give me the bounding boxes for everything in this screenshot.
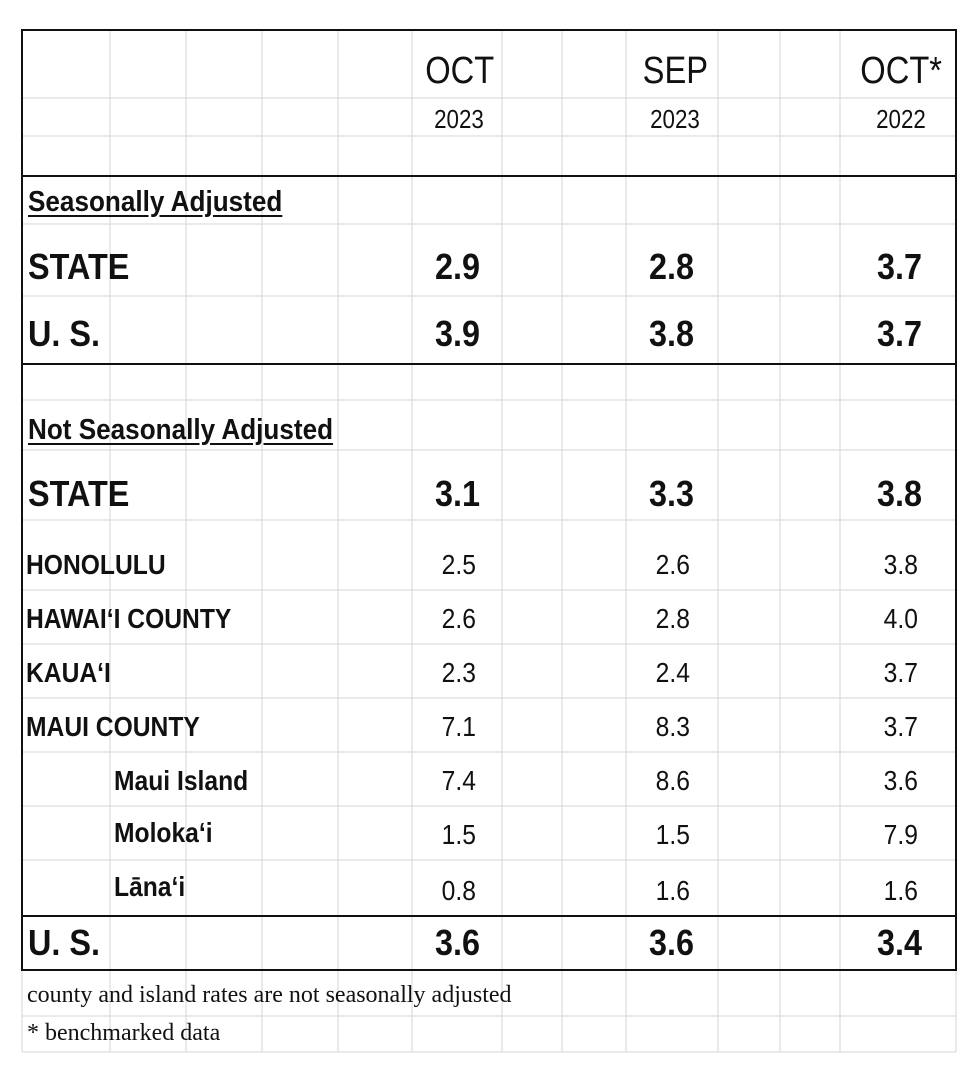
- cell-kauai-oct-2023: 2.3: [441, 657, 476, 688]
- cell-us-nsa-oct-2022: 3.4: [876, 922, 922, 963]
- section-heading-seasonally-adjusted: Seasonally Adjusted: [28, 186, 283, 218]
- cell-kauai-oct-2022: 3.7: [883, 657, 918, 688]
- cell-state-sa-oct-2022: 3.7: [876, 246, 922, 287]
- col-year-oct-2022: 2022: [876, 104, 926, 134]
- row-label-hawaii-county: HAWAI‘I COUNTY: [26, 603, 232, 634]
- cell-hawaii-county-oct-2023: 2.6: [441, 603, 476, 634]
- cell-maui-island-oct-2023: 7.4: [441, 765, 476, 796]
- row-label-lanai: Lāna‘i: [114, 871, 186, 902]
- row-label-molokai: Moloka‘i: [114, 817, 213, 848]
- cell-lanai-oct-2023: 0.8: [441, 875, 476, 906]
- col-header-oct-2022: OCT*: [860, 50, 942, 92]
- col-header-oct-2023: OCT: [425, 50, 494, 92]
- col-header-sep-2023: SEP: [642, 50, 708, 92]
- footnote-not-seasonally-adjusted: county and island rates are not seasonally adjusted: [27, 982, 512, 1008]
- cell-us-sa-sep-2023: 3.8: [648, 313, 694, 354]
- cell-us-nsa-oct-2023: 3.6: [434, 922, 480, 963]
- footnote-benchmarked: * benchmarked data: [27, 1020, 221, 1046]
- cell-molokai-sep-2023: 1.5: [655, 819, 690, 850]
- cell-state-nsa-oct-2022: 3.8: [876, 473, 922, 514]
- cell-honolulu-oct-2022: 3.8: [883, 549, 918, 580]
- cell-maui-island-oct-2022: 3.6: [883, 765, 918, 796]
- cell-honolulu-sep-2023: 2.6: [655, 549, 690, 580]
- cell-us-nsa-sep-2023: 3.6: [648, 922, 694, 963]
- cell-us-sa-oct-2022: 3.7: [876, 313, 922, 354]
- row-label-state-sa: STATE: [28, 246, 130, 287]
- row-label-us-nsa: U. S.: [28, 922, 101, 963]
- cell-state-sa-oct-2023: 2.9: [434, 246, 480, 287]
- cell-lanai-oct-2022: 1.6: [883, 875, 918, 906]
- cell-maui-island-sep-2023: 8.6: [655, 765, 690, 796]
- cell-hawaii-county-oct-2022: 4.0: [883, 603, 918, 634]
- cell-molokai-oct-2023: 1.5: [441, 819, 476, 850]
- row-label-maui-island: Maui Island: [114, 765, 249, 796]
- col-year-sep-2023: 2023: [650, 104, 700, 134]
- cell-state-nsa-sep-2023: 3.3: [648, 473, 694, 514]
- col-year-oct-2023: 2023: [434, 104, 484, 134]
- section-heading-not-seasonally-adjusted: Not Seasonally Adjusted: [28, 414, 334, 446]
- cell-honolulu-oct-2023: 2.5: [441, 549, 476, 580]
- row-label-maui-county: MAUI COUNTY: [26, 711, 200, 742]
- cell-molokai-oct-2022: 7.9: [883, 819, 918, 850]
- cell-kauai-sep-2023: 2.4: [655, 657, 690, 688]
- row-label-honolulu: HONOLULU: [26, 549, 166, 580]
- cell-state-nsa-oct-2023: 3.1: [434, 473, 480, 514]
- row-label-kauai: KAUA‘I: [26, 657, 111, 688]
- row-label-us-sa: U. S.: [28, 313, 101, 354]
- cell-lanai-sep-2023: 1.6: [655, 875, 690, 906]
- row-label-state-nsa: STATE: [28, 473, 130, 514]
- cell-state-sa-sep-2023: 2.8: [648, 246, 694, 287]
- cell-maui-county-sep-2023: 8.3: [655, 711, 690, 742]
- cell-maui-county-oct-2022: 3.7: [883, 711, 918, 742]
- cell-maui-county-oct-2023: 7.1: [441, 711, 476, 742]
- cell-us-sa-oct-2023: 3.9: [434, 313, 480, 354]
- cell-hawaii-county-sep-2023: 2.8: [655, 603, 690, 634]
